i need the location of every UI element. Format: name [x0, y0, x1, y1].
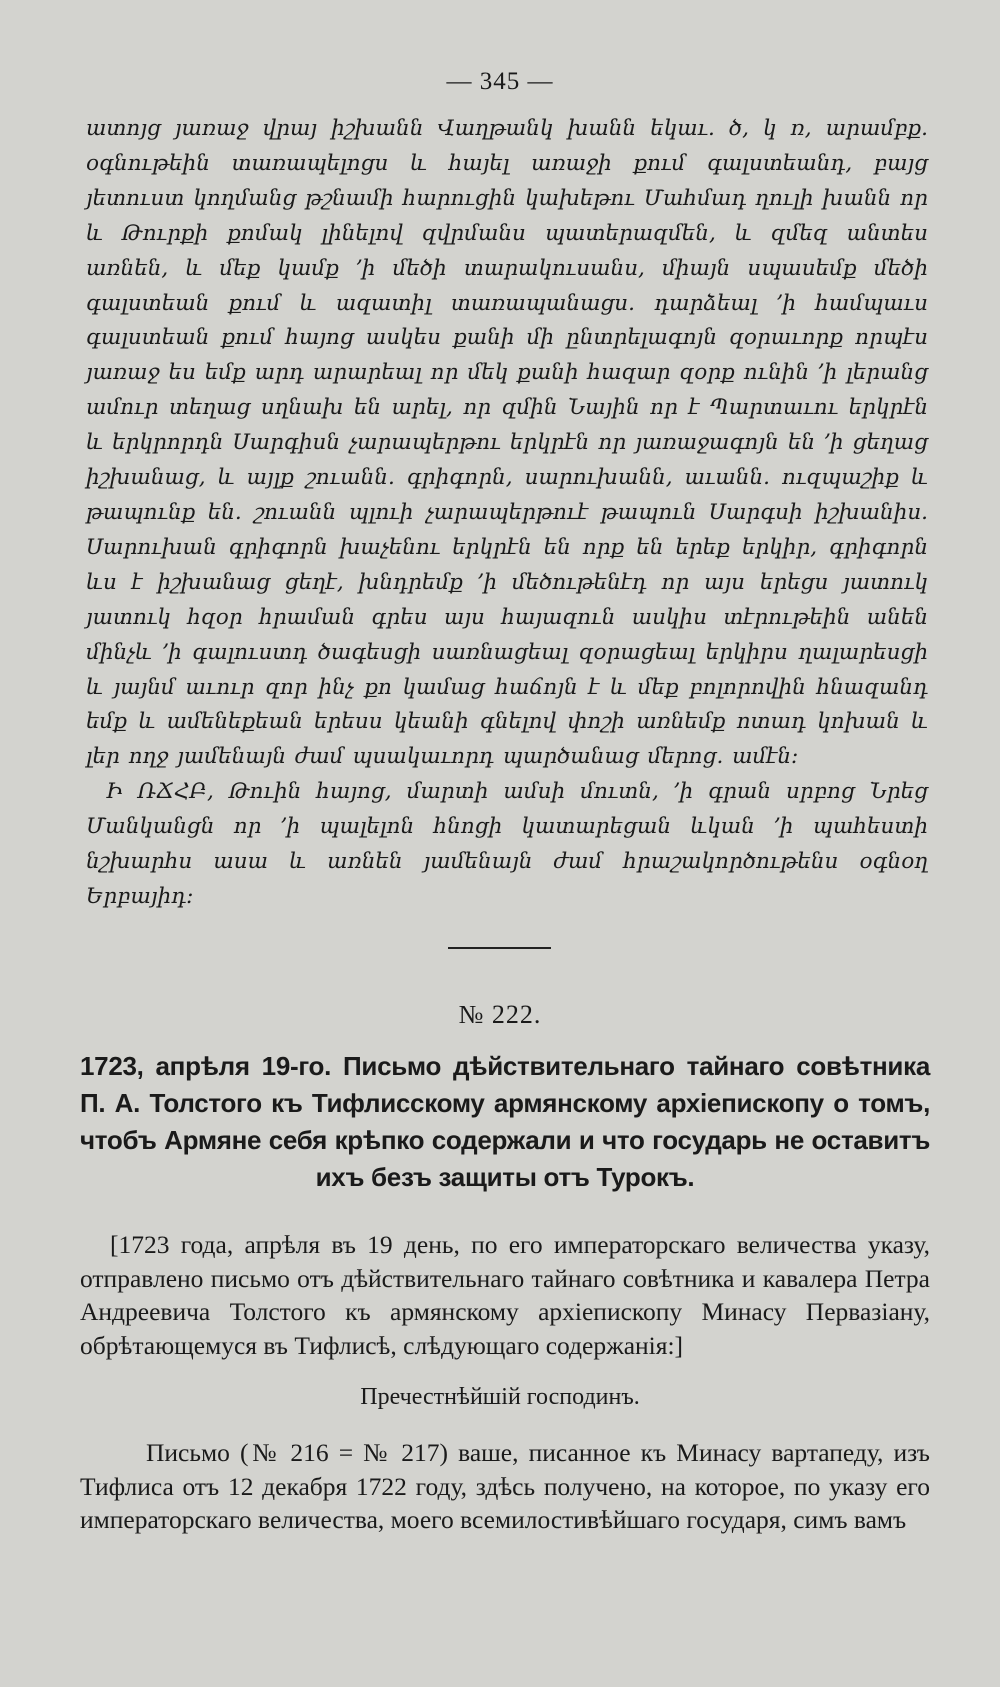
letter-salutation: Пречестнѣйшій господинъ.: [360, 1384, 640, 1410]
armenian-dateline: Ի ՌՃՀԲ, Թուին հայոց, մարտի ամսի մուտն, ՚ի գրան սրբոց Նրեց Մանկանցն որ ՚ի պալելոն հնոցի կատարեցան ևկան ՚ի պահեստի նշխարհս ասա և առնեն յամենայն ժամ հրաշակործութենս օգնօղ Երբայիդ։: [86, 779, 928, 909]
document-number: № 222.: [458, 1000, 542, 1029]
armenian-paragraph: ատոյց յառաջ վրայ իշխանն Վաղթանկ խանն եկաւ. ծ, կ ռ, արամբք. օգնութեին տառապելոցս և հայել առաջի քում գալստեանդ, բայց յետուստ կողմանց թշնամի հարուցին կախեթու Մահմադ ղուլի խանն որ և Թուրքի քոմակ լինելով զվրմանս պատերազմեն, և զմեզ անտես առնեն, և մեք կամք ՚ի մեծի տարակուսանս, միայն սպասեմք մեծի գալստեան քում և ազատիլ տառապանացս. դարձեալ ՚ի համպաւս գալստեան քում հայոց ասկես քանի մի ընտրելագոյն զօրաւորք որպէս յառաջ ես եմք արդ արարեալ որ մեկ քանի հազար զօրք ունին ՚ի լերանց ամուր տեղաց սղնախ են արել, որ զմին Նային որ է Պարտաւու երկրէն և երկրորդն Սարգիսն չարապերթու երկրէն որ յառաջագոյն են ՚ի ցեղաց իշխանաց, և այլք շուանն. գրիգորն, սարուխանն, աւանն. ուզպաշիք և թապունք են. շուանն պլուի չարապերթուէ թապուն Սարգսի իշխանիս. Սարուխան գրիգորն խաչենու երկրէն են որք են երեք երկիր, գրիգորն ևս է իշխանաց ցեղէ, խնդրեմք ՚ի մեծութենէդ որ այս երեցս յատուկ յատուկ հզօր հրաման գրես այս հայազուն ասկիս տէրութեին անեն մինչև ՚ի գալուստդ ծագեսցի սառնացեալ զօրացեալ երկիրս ղալարեսցի և յայնմ աւուր զոր ինչ քո կամաց հաճոյն է և մեք բոլորովին հնազանդ եմք և ամենեքեան երեսս կեանի գնելով փոշի առնեմք ոտադ կոխան և լեր ողջ յամենայն ժամ պսակաւորդ պարծանաց մերոց. ամէն։: [86, 116, 928, 770]
armenian-letter-text: [86, 112, 928, 915]
section-divider: [448, 947, 551, 949]
document-heading: 1723, апрѣля 19-го. Письмо дѣйствительнаго тайнаго совѣтника П. А. Толстого къ Тифлисскому армянскому архіепископу о томъ, чтобъ Армяне себя крѣпко содержали и что государь не оставитъ ихъ безъ защиты отъ Турокъ.: [80, 1051, 930, 1192]
letter-body: Письмо (№ 216 = № 217) ваше, писанное къ Минасу вартапеду, изъ Тифлиса отъ 12 декабря 1722 году, здѣсь получено, на которое, по указу его императорскаго величества, моего всемилостивѣйшаго государя, симъ вамъ: [80, 1438, 930, 1534]
page-number: — 345 —: [446, 68, 554, 95]
editorial-intro: [1723 года, апрѣля въ 19 день, по его императорскаго величества указу, отправлено письмо отъ дѣйствительнаго тайнаго совѣтника и кавалера Петра Андреевича Толстого къ армянскому архіепископу Минасу Первазіану, обрѣтающемуся въ Тифлисѣ, слѣдующаго содержанія:]: [80, 1230, 930, 1360]
